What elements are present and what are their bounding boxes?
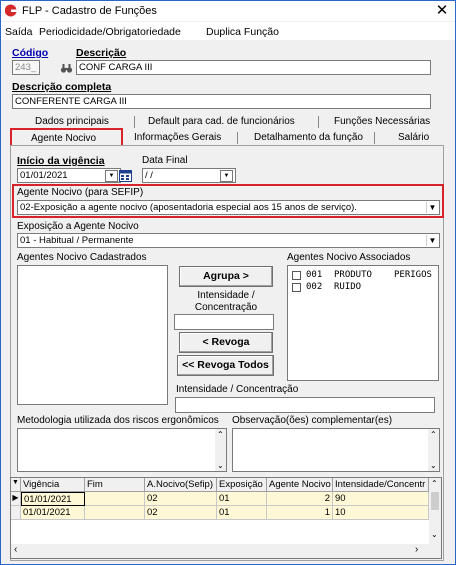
scroll-right-icon[interactable]: › <box>415 544 419 555</box>
agentes-cadastrados-list[interactable] <box>17 265 168 405</box>
exposicao-label: Exposição a Agente Nocivo <box>17 221 139 232</box>
tab-agente-nocivo-label: Agente Nocivo <box>31 133 97 144</box>
title-bar[interactable] <box>1 1 455 21</box>
scroll-down-icon[interactable]: ⌄ <box>217 461 224 470</box>
inicio-vigencia-label: Início da vigência <box>17 155 105 167</box>
associados-label: Agentes Nocivo Associados <box>287 252 411 263</box>
grid-cell-vigencia[interactable]: 01/01/2021 <box>21 506 85 520</box>
grid-header-vigencia[interactable]: Vigência <box>21 478 85 492</box>
grid-cell-exposicao[interactable]: 01 <box>217 506 267 520</box>
revoga-button[interactable]: < Revoga <box>179 332 273 353</box>
exposicao-value: 01 - Habitual / Permanente <box>20 235 134 246</box>
intensidade-field[interactable] <box>175 397 435 413</box>
metodologia-memo[interactable] <box>17 428 227 472</box>
menu-saida[interactable]: Saída <box>5 26 33 38</box>
data-final-field[interactable] <box>142 168 236 183</box>
agrupa-button[interactable]: Agrupa > <box>179 266 273 287</box>
scrollbar-thumb[interactable] <box>431 492 439 510</box>
tab-dados-principais[interactable]: Dados principais <box>35 116 109 127</box>
associado-checkbox[interactable] <box>292 271 301 280</box>
grid-header-fim[interactable]: Fim <box>85 478 145 492</box>
tab-separator <box>374 132 375 144</box>
calendar-dropdown-icon[interactable]: ▼ <box>220 170 233 182</box>
grid-header-agente[interactable]: Agente Nocivo <box>267 478 333 492</box>
associado-extra: PERIGOS <box>394 270 432 280</box>
tab-detalhamento-funcao[interactable]: Detalhamento da função <box>254 132 363 143</box>
tab-separator <box>318 116 319 128</box>
associado-checkbox[interactable] <box>292 283 301 292</box>
chevron-down-icon[interactable]: ▼ <box>426 235 438 246</box>
vigencias-grid[interactable] <box>10 477 442 559</box>
grid-cell-agente[interactable]: 2 <box>267 492 333 506</box>
data-final-label: Data Final <box>142 155 188 166</box>
tab-salario[interactable]: Salário <box>398 132 430 143</box>
observacao-label: Observação(ões) complementar(es) <box>232 415 393 426</box>
grid-row-indicator-header: ▼ <box>11 478 21 492</box>
grid-cell-intensidade[interactable]: 90 <box>333 492 429 506</box>
grid-header-exposicao[interactable]: Exposição <box>217 478 267 492</box>
data-final-value: / / <box>145 170 153 181</box>
scrollbar[interactable] <box>428 429 439 471</box>
agente-sefip-select[interactable] <box>17 200 440 215</box>
observacao-memo[interactable] <box>232 428 440 472</box>
tab-default-cad-funcionarios[interactable]: Default para cad. de funcionários <box>148 116 295 127</box>
grid-cell-anocivo[interactable]: 02 <box>145 492 217 506</box>
descricao-completa-field[interactable]: CONFERENTE CARGA III <box>12 94 431 109</box>
scroll-down-icon[interactable]: ⌄ <box>431 530 438 539</box>
scroll-up-icon[interactable]: ⌃ <box>431 479 438 488</box>
inicio-vigencia-field[interactable] <box>17 168 121 183</box>
metodologia-label: Metodologia utilizada dos riscos ergonômicos <box>17 415 219 426</box>
intensidade-mid-field[interactable] <box>174 314 274 330</box>
grid-cell-fim[interactable] <box>85 492 145 506</box>
associado-name: PRODUTO <box>334 270 372 280</box>
descricao-field[interactable]: CONF CARGA III <box>76 60 431 75</box>
agentes-associados-list[interactable] <box>287 265 439 381</box>
chevron-down-icon[interactable]: ▼ <box>426 202 438 213</box>
grid-cell-exposicao[interactable]: 01 <box>217 492 267 506</box>
menu-periodicidade[interactable]: Periodicidade/Obrigatoriedade <box>39 26 181 38</box>
calendar-dropdown-icon[interactable]: ▼ <box>105 170 118 182</box>
grid-header-anocivo[interactable]: A.Nocivo(Sefip) <box>145 478 217 492</box>
grid-cell-anocivo[interactable]: 02 <box>145 506 217 520</box>
associado-code: 001 <box>306 270 323 280</box>
menu-bar <box>1 22 455 40</box>
codigo-label: Código <box>12 47 49 59</box>
descricao-label: Descrição <box>76 47 127 59</box>
row-pointer-icon: ▶ <box>11 492 21 506</box>
row-indicator <box>11 506 21 520</box>
tab-separator <box>237 132 238 144</box>
tab-funcoes-necessarias[interactable]: Funções Necessárias <box>334 116 431 127</box>
scroll-up-icon[interactable]: ⌃ <box>430 430 437 439</box>
intensidade-mid-label: Intensidade / Concentração <box>194 290 258 313</box>
associado-name: RUIDO <box>334 282 362 292</box>
scroll-up-icon[interactable]: ⌃ <box>217 430 224 439</box>
descricao-completa-label: Descrição completa <box>12 81 112 93</box>
codigo-field[interactable]: 243_ <box>12 60 40 75</box>
grid-header-intensidade[interactable]: Intensidade/Concentr <box>333 478 429 492</box>
tab-separator <box>134 116 135 128</box>
inicio-vigencia-value: 01/01/2021 <box>20 170 68 181</box>
scroll-down-icon[interactable]: ⌄ <box>430 461 437 470</box>
grid-vertical-scrollbar[interactable] <box>429 478 441 544</box>
associado-code: 002 <box>306 282 323 292</box>
tab-informacoes-gerais[interactable]: Informações Gerais <box>134 132 222 143</box>
grid-cell-fim[interactable] <box>85 506 145 520</box>
exposicao-select[interactable] <box>17 233 440 248</box>
agente-sefip-label: Agente Nocivo (para SEFIP) <box>17 187 144 198</box>
calendar-grid-icon[interactable] <box>119 169 132 182</box>
grid-cell-vigencia[interactable]: 01/01/2021 <box>21 492 85 506</box>
grid-cell-intensidade[interactable]: 10 <box>333 506 429 520</box>
window-title: FLP - Cadastro de Funções <box>22 5 157 17</box>
grid-horizontal-scrollbar[interactable] <box>11 544 441 558</box>
flp-logo-icon <box>5 4 17 17</box>
intensidade-label: Intensidade / Concentração <box>176 384 299 395</box>
agente-sefip-value: 02-Exposição a agente nocivo (aposentadoria especial aos 15 anos de serviço). <box>20 202 357 213</box>
revoga-todos-button[interactable]: << Revoga Todos <box>177 355 274 376</box>
menu-duplica-funcao[interactable]: Duplica Função <box>206 26 279 38</box>
close-button[interactable]: ✕ <box>435 2 449 19</box>
binoculars-search-icon[interactable] <box>60 62 73 75</box>
cadastrados-label: Agentes Nocivo Cadastrados <box>17 252 147 263</box>
grid-cell-agente[interactable]: 1 <box>267 506 333 520</box>
scrollbar[interactable] <box>215 429 226 471</box>
scroll-left-icon[interactable]: ‹ <box>14 544 18 555</box>
